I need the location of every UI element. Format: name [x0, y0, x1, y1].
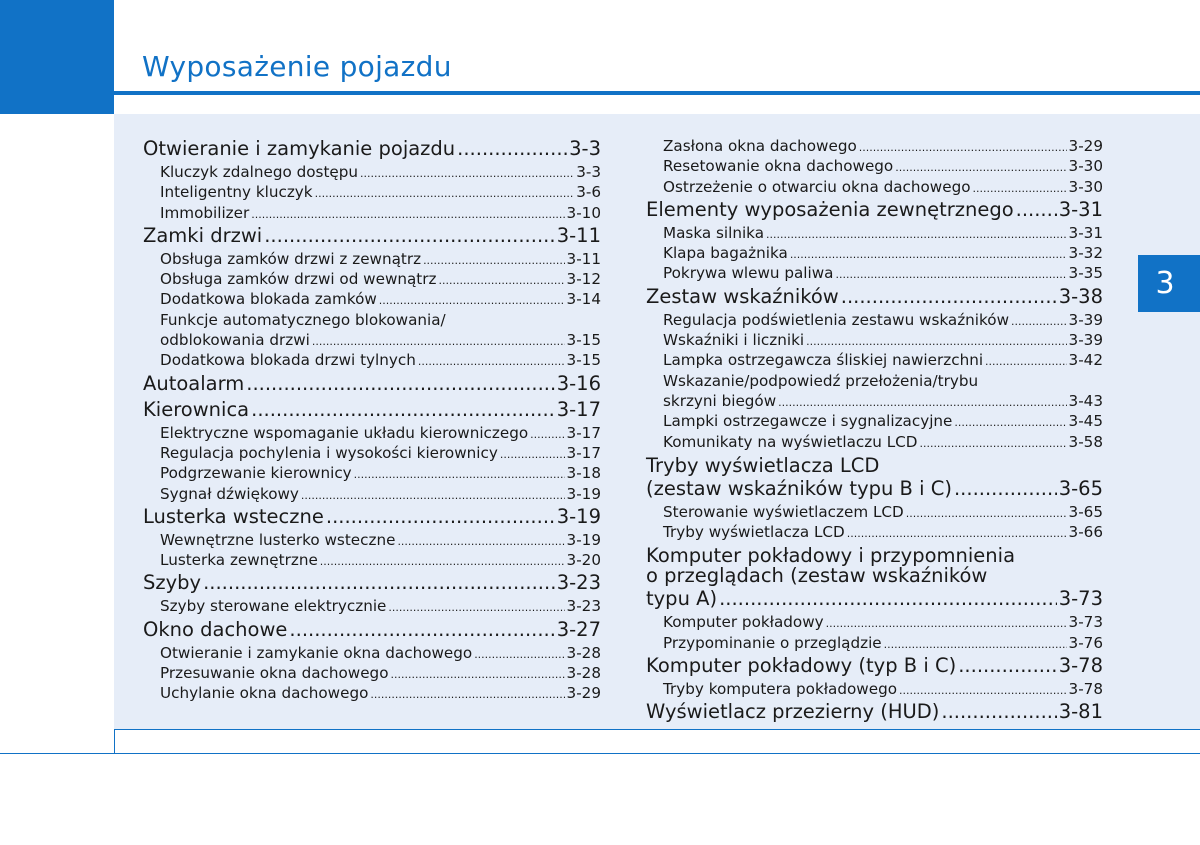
toc-subsection[interactable]: Przypominanie o przeglądzie ..... 3-76	[646, 633, 1103, 653]
toc-subsection[interactable]: Obsługa zamków drzwi od wewnątrz ..... 3-12	[143, 269, 601, 289]
toc-subsection[interactable]: Pokrywa wlewu paliwa ..... 3-35	[646, 263, 1103, 283]
panel-bottom-rule	[114, 729, 1200, 730]
toc-subsection[interactable]: Lampki ostrzegawcze i sygnalizacyjne ..... 3-45	[646, 411, 1103, 431]
toc-subsection[interactable]: Sygnał dźwiękowy ..... 3-19	[143, 484, 601, 504]
toc-section-line[interactable]: Tryby wyświetlacza LCD	[646, 453, 880, 477]
toc-subsection[interactable]: Komputer pokładowy ..... 3-73	[646, 612, 1103, 632]
toc-subsection[interactable]: Dodatkowa blokada zamków ..... 3-14	[143, 289, 601, 309]
toc-section[interactable]: Lusterka wsteczne ..... 3-19	[143, 504, 601, 530]
toc-section[interactable]: Otwieranie i zamykanie pojazdu ..... 3-3	[143, 136, 601, 162]
toc-section[interactable]: Szyby ..... 3-23	[143, 570, 601, 596]
corner-color-block	[0, 0, 114, 114]
toc-section[interactable]: Wyświetlacz przezierny (HUD) ..... 3-81	[646, 699, 1103, 725]
toc-section[interactable]: Autoalarm ..... 3-16	[143, 371, 601, 397]
toc-subsection[interactable]: Tryby komputera pokładowego ..... 3-78	[646, 679, 1103, 699]
toc-subsection[interactable]: Regulacja podświetlenia zestawu wskaźników ..... 3-39	[646, 310, 1103, 330]
toc-section[interactable]: Komputer pokładowy (typ B i C) ..... 3-78	[646, 653, 1103, 679]
toc-subsection[interactable]: Uchylanie okna dachowego ..... 3-29	[143, 683, 601, 703]
toc-subsection[interactable]: Ostrzeżenie o otwarciu okna dachowego ..... 3-30	[646, 177, 1103, 197]
toc-subsection[interactable]: Kluczyk zdalnego dostępu ..... 3-3	[143, 162, 601, 182]
toc-subsection[interactable]: Komunikaty na wyświetlaczu LCD ..... 3-58	[646, 432, 1103, 452]
toc-subsection[interactable]: Tryby wyświetlacza LCD ..... 3-66	[646, 522, 1103, 542]
toc-subsection[interactable]: Klapa bagażnika ..... 3-32	[646, 243, 1103, 263]
page-title: Wyposażenie pojazdu	[142, 50, 452, 83]
toc-subsection[interactable]: odblokowania drzwi ..... 3-15	[143, 330, 601, 350]
toc-subsection[interactable]: Immobilizer ..... 3-10	[143, 203, 601, 223]
toc-subsection[interactable]: Przesuwanie okna dachowego ..... 3-28	[143, 663, 601, 683]
toc-subsection[interactable]: Zasłona okna dachowego ..... 3-29	[646, 136, 1103, 156]
toc-subsection[interactable]: Szyby sterowane elektrycznie ..... 3-23	[143, 596, 601, 616]
toc-subsection[interactable]: Otwieranie i zamykanie okna dachowego ..... 3-28	[143, 643, 601, 663]
toc-subsection[interactable]: Regulacja pochylenia i wysokości kierownicy ..... 3-17	[143, 443, 601, 463]
toc-subsection[interactable]: Inteligentny kluczyk ..... 3-6	[143, 182, 601, 202]
toc-section-line[interactable]: o przeglądach (zestaw wskaźników	[646, 564, 988, 588]
toc-section[interactable]: Okno dachowe ..... 3-27	[143, 617, 601, 643]
toc-column-right	[646, 136, 1103, 725]
toc-subsection[interactable]: Lampka ostrzegawcza śliskiej nawierzchni ..... 3-42	[646, 350, 1103, 370]
toc-subsection-line[interactable]: Wskazanie/podpowiedź przełożenia/trybu	[663, 371, 979, 390]
toc-section[interactable]: typu A) ..... 3-73	[646, 586, 1103, 612]
toc-subsection-line[interactable]: Funkcje automatycznego blokowania/	[160, 310, 446, 329]
toc-subsection[interactable]: Podgrzewanie kierownicy ..... 3-18	[143, 463, 601, 483]
toc-subsection[interactable]: Elektryczne wspomaganie układu kierowniczego ..... 3-17	[143, 423, 601, 443]
toc-subsection[interactable]: Maska silnika ..... 3-31	[646, 223, 1103, 243]
toc-subsection[interactable]: skrzyni biegów ..... 3-43	[646, 391, 1103, 411]
chapter-tab[interactable]: 3	[1138, 255, 1200, 312]
toc-subsection[interactable]: Wskaźniki i liczniki ..... 3-39	[646, 330, 1103, 350]
toc-column-left	[143, 136, 601, 704]
toc-section[interactable]: Kierownica ..... 3-17	[143, 397, 601, 423]
toc-subsection[interactable]: Resetowanie okna dachowego ..... 3-30	[646, 156, 1103, 176]
toc-subsection[interactable]: Obsługa zamków drzwi z zewnątrz ..... 3-11	[143, 249, 601, 269]
toc-section-line[interactable]: Komputer pokładowy i przypomnienia	[646, 544, 1016, 568]
toc-section[interactable]: Zamki drzwi ..... 3-11	[143, 223, 601, 249]
toc-subsection[interactable]: Wewnętrzne lusterko wsteczne ..... 3-19	[143, 530, 601, 550]
toc-subsection[interactable]: Dodatkowa blokada drzwi tylnych ..... 3-15	[143, 350, 601, 370]
toc-subsection[interactable]: Sterowanie wyświetlaczem LCD ..... 3-65	[646, 502, 1103, 522]
toc-subsection[interactable]: Lusterka zewnętrzne ..... 3-20	[143, 550, 601, 570]
toc-section[interactable]: Zestaw wskaźników ..... 3-38	[646, 284, 1103, 310]
toc-section[interactable]: Elementy wyposażenia zewnętrznego ..... 3-31	[646, 197, 1103, 223]
footer-rule	[0, 753, 1200, 754]
toc-section[interactable]: (zestaw wskaźników typu B i C) ..... 3-65	[646, 476, 1103, 502]
title-rule	[114, 91, 1200, 95]
